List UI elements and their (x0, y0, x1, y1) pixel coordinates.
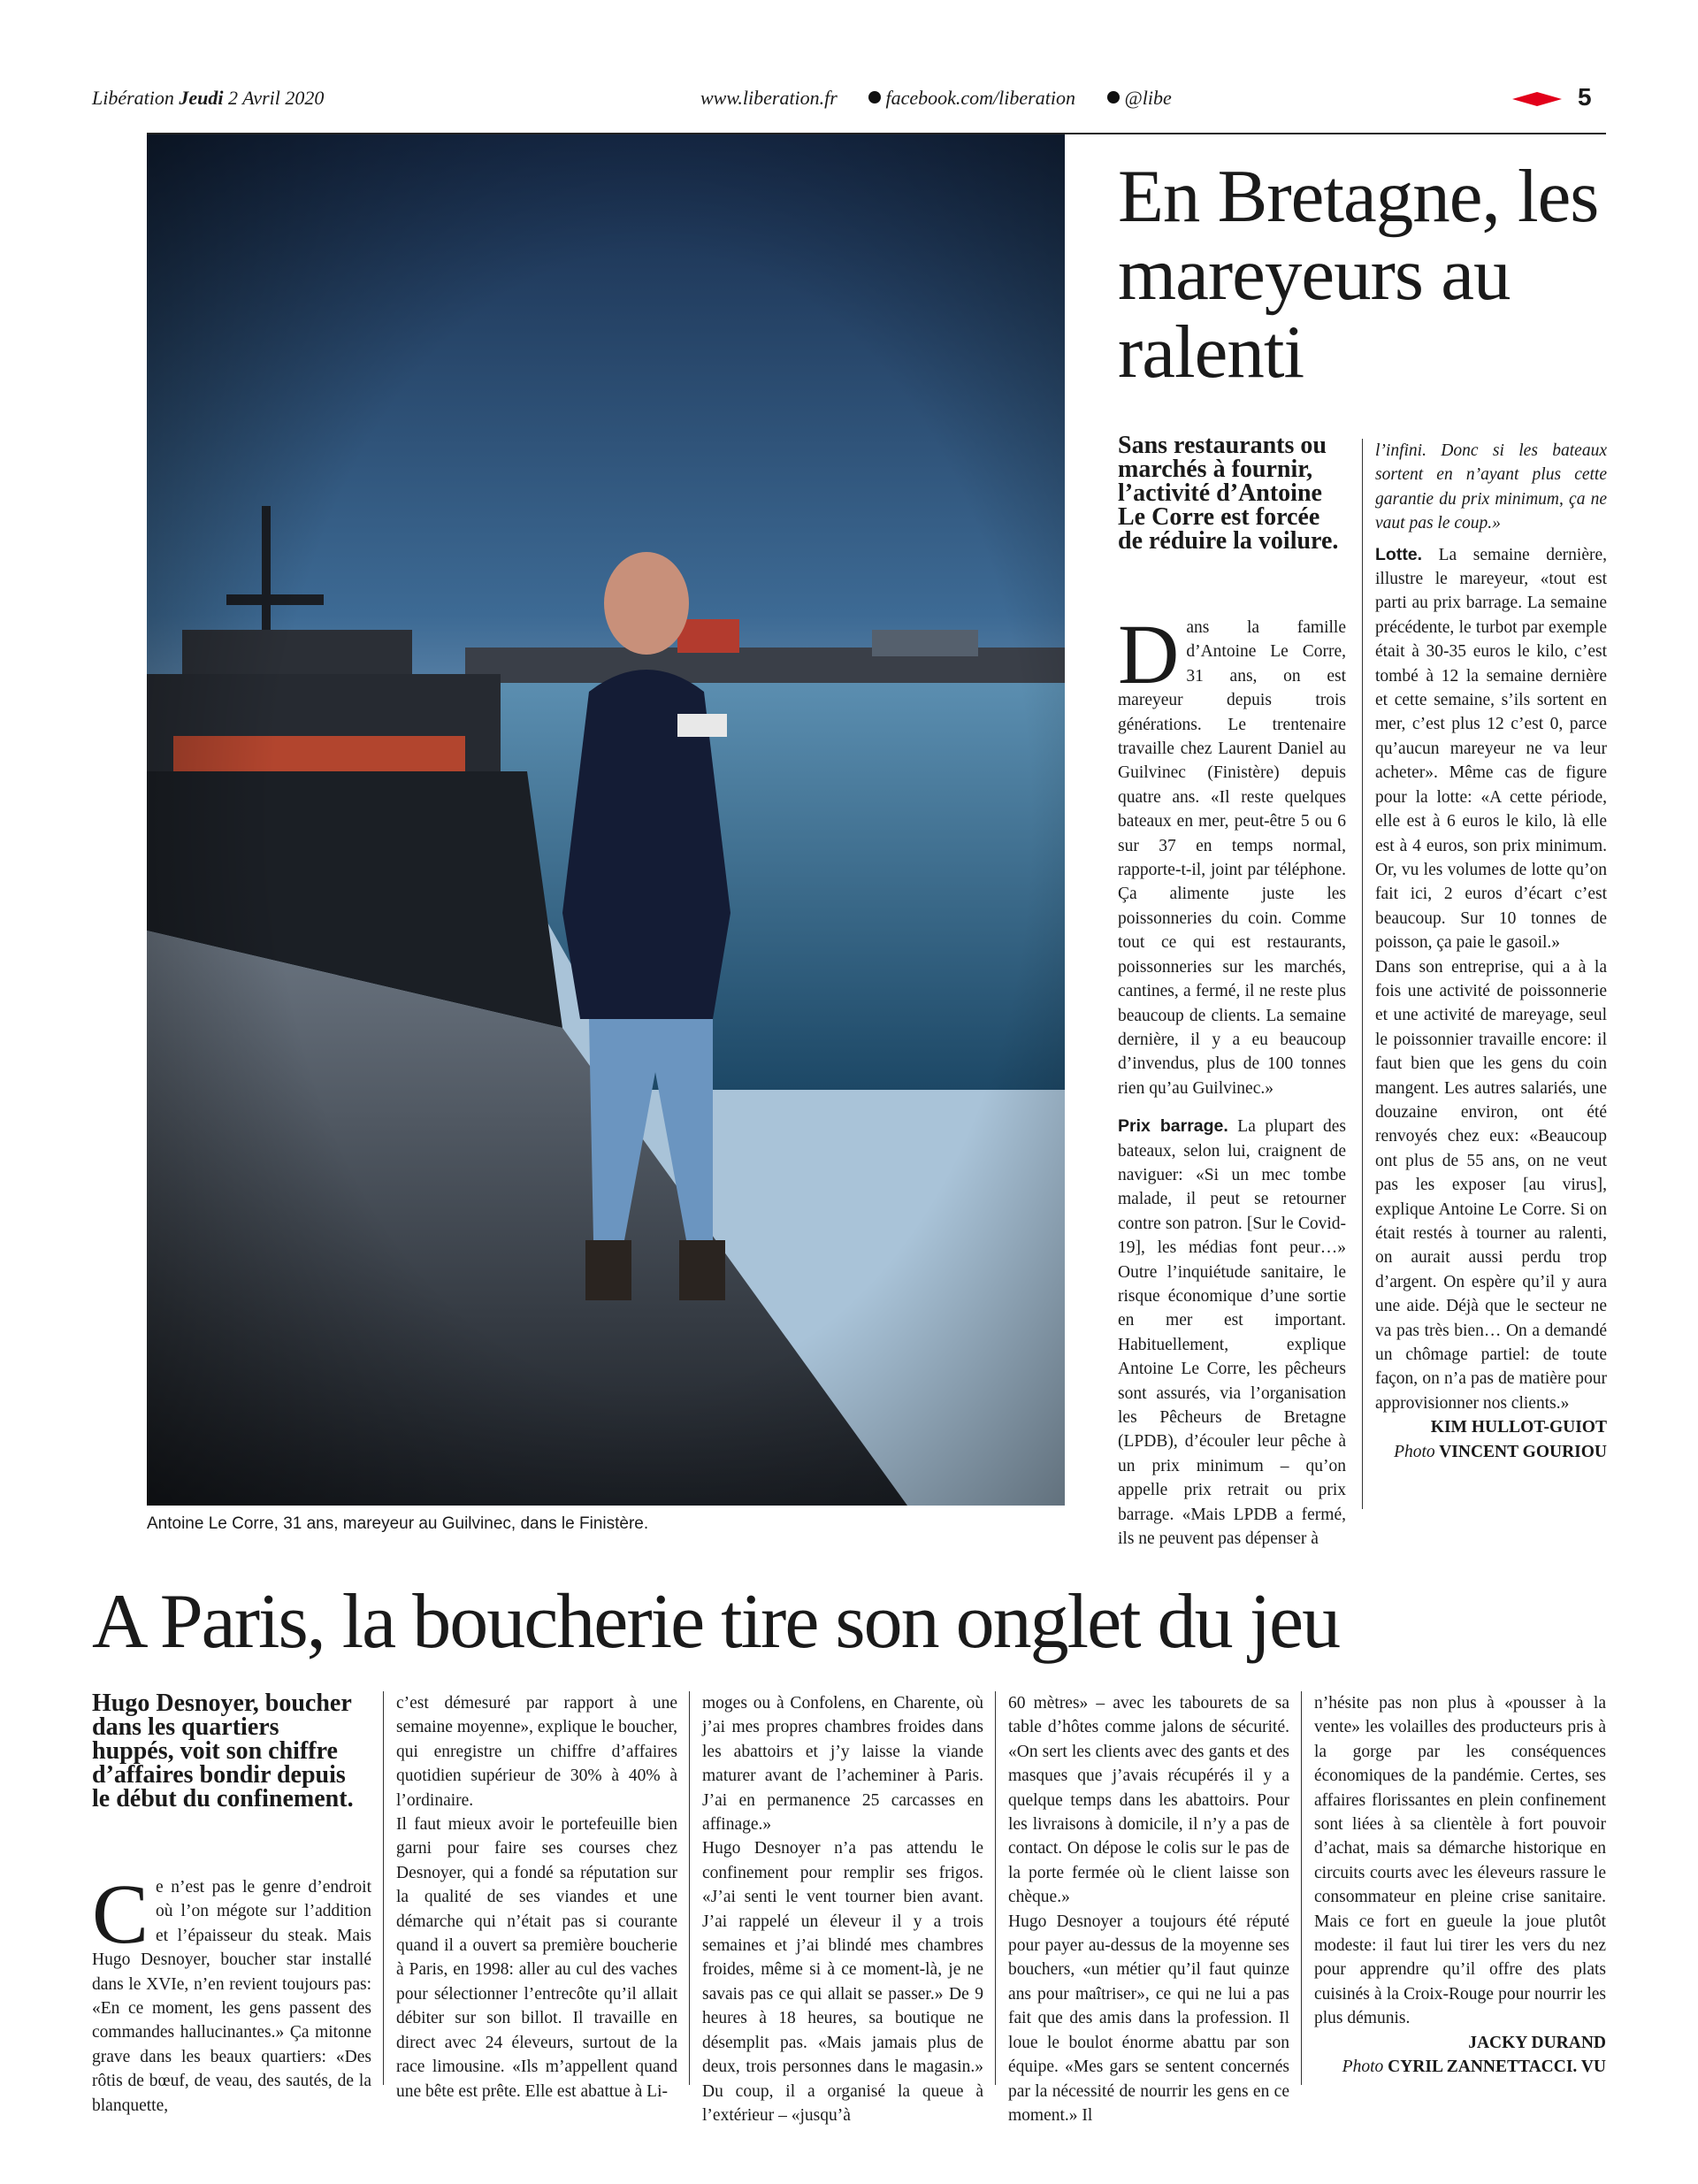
article1-standfirst: Sans restaurants ou marchés à fournir, l’activité d’Antoine Le Corre est forcée de réduire la voilure. (1118, 432, 1339, 555)
article2-column-3: moges ou à Confolens, en Charente, où j’ai mes propres chambres froides dans les abattoirs et j’y laisse la viande maturer avant de l’acheminer à Paris. J’ai en permanence 25 carcasses en affinage.» Hugo Desnoyer n’a pas attendu le confinement pour remplir ses frigos. «J’ai senti le vent tourner bien avant. J’ai rappelé un éleveur il y a trois semaines et j’ai blindé mes chambres froides, même si à ce moment-là, je ne savais pas ce qui allait se passer.» De 9 heures à 18 heures, sa boutique ne désemplit pas. «Mais jamais plus de deux, trois personnes dans le magasin.» Du coup, il a organisé la queue à l’extérieur – «jusqu’à (702, 1694, 983, 2125)
twitter-link[interactable]: @libe (1107, 87, 1172, 110)
article2-title: A Paris, la boucherie tire son onglet du jeu (92, 1579, 1340, 1665)
article2-dropcap: C (92, 1866, 149, 1961)
column-divider (689, 1691, 690, 2085)
masthead-date (92, 87, 324, 110)
photo-illustration (147, 134, 1065, 1506)
column-divider (1362, 439, 1363, 1509)
column-divider (995, 1691, 996, 2085)
article1-title: En Bretagne, les mareyeurs au ralenti (1118, 155, 1599, 394)
article1-byline: KIM HULLOT-GUIOT Photo VINCENT GOURIOU (1394, 1418, 1607, 1461)
liberation-logo-icon (1512, 92, 1562, 106)
column-divider (383, 1691, 384, 2085)
subhead-lotte: Lotte. (1375, 544, 1423, 564)
column-divider (1301, 1691, 1302, 2085)
article2-byline: JACKY DURAND Photo CYRIL ZANNETTACCI. VU (1342, 2033, 1606, 2077)
website-link[interactable]: www.liberation.fr (700, 87, 838, 109)
article1-column-1: Dans la famille d’Antoine Le Corre, 31 ans, on est mareyeur depuis trois générations. Le trentenaire travaille chez Laurent Daniel au Guilvinec (Finistère) depuis quatre ans. «Il reste quelques bateaux en mer, peut-être 5 ou 6 sur 37 en temps normal, rapporte-t-il, joint par téléphone. Ça alimente juste les poissonneries du coin. Comme tout ce qui est restaurants, poissonneries sur les marchés, cantines, a fermé, il ne reste plus beaucoup de clients. La semaine dernière, il y a eu beaucoup d’invendus, plus de 100 tonnes rien qu’au Guilvinec.» Prix barrage. La plupart des bateaux, selon lui, craignent de naviguer: «Si un mec tombe malade, il peut se retourner contre son patron. [Sur le Covid-19], les médias font peur…» Outre l’inquiétude sanitaire, le risque économique d’une sortie en mer est important. Habituellement, explique Antoine Le Corre, les pêcheurs sont assurés, via l’organisation les Pêcheurs de Bretagne (LPDB), d’écouler leur pêche à un prix minimum – qu’on appelle prix retrait ou prix barrage. «Mais LPDB a fermé, ils ne peuvent pas dépenser à (1118, 607, 1347, 1549)
subhead-prix-barrage: Prix barrage. (1118, 1116, 1228, 1137)
harbour-photo (147, 134, 1065, 1506)
paper-name: Libération (92, 87, 174, 109)
article2-column-2: c’est démesuré par rapport à une semaine moyenne», explique le boucher, qui enregistre un chiffre d’affaires quotidien supérieur de 30% à 40% à l’ordinaire. Il faut mieux avoir le portefeuille bien garni pour faire ses courses chez Desnoyer, qui a fondé sa réputation sur la qualité de ses viandes et une démarche qui n’était pas si courante quand il a ouvert sa première boucherie à Paris, en 1998: aller au cul des vaches pour sélectionner l’entrecôte qu’il allait débiter sur son billot. Il travaille en direct avec 24 éleveurs, surtout de la race limousine. «Ils m’appellent quand une bête est prête. Elle est abattue à Li- (396, 1694, 677, 2101)
page-number: 5 (1578, 83, 1592, 111)
facebook-link[interactable]: facebook.com/liberation (868, 87, 1075, 110)
article2-standfirst: Hugo Desnoyer, boucher dans les quartiers huppés, voit son chiffre d’affaires bondir depuis le début du confinement. (92, 1690, 354, 1812)
article2-column-5: n’hésite pas non plus à «pousser à la vente» les volailles des producteurs pris à la gorge par les conséquences économiques de la pandémie. Certes, ses affaires florissantes en plein confinement sont liées à sa clientèle à fort pouvoir d’achat, mais sa démarche historique en circuits courts avec les éleveurs rassure le consommateur en pleine crise sanitaire. Mais ce fort en gueule la joue plutôt modeste: il faut lui tirer les vers du nez pour apprendre qu’il offre des plats cuisinés à la Croix-Rouge pour nourrir les plus démunis. JACKY DURAND Photo CYRIL ZANNETTACCI. VU (1314, 1691, 1606, 2080)
article2-column-4: 60 mètres» – avec les tabourets de sa table d’hôtes comme jalons de sécurité. «On sert les clients avec des gants et des masques que j’avais récupérés il y a quelque temps dans les abattoirs. Pour les livraisons à domicile, il n’y a pas de contact. On dépose le colis sur le pas de la porte fermée où le client laisse son chèque.» Hugo Desnoyer a toujours été réputé pour payer au-dessus de la moyenne ses bouchers, «un métier qu’il faut quinze ans pour maîtriser», ce qui ne lui a pas fait que des amis dans la profession. Il loue le boulot énorme abattu par son équipe. «Mes gars se sentent concernés par la nécessité de nourrir les gens en ce moment.» Il (1008, 1694, 1289, 2125)
facebook-icon (868, 91, 881, 103)
article1-column-2: l’infini. Donc si les bateaux sortent en n’ayant plus cette garantie du prix minimum, ça ne vaut pas le coup.» Lotte. La semaine dernière, illustre le mareyeur, «tout est parti au prix barrage. La semaine précédente, le turbot par exemple était à 30-35 euros le kilo, c’est tombé à 12 la semaine dernière et cette semaine, s’ils sortent en mer, c’est plus 12 c’est 0, parce qu’aucun mareyeur ne va leur acheter». Même cas de figure pour la lotte: «A cette période, elle est à 6 euros le kilo, là elle est à 4 euros, son prix minimum. Or, vu les volumes de lotte qu’on fait ici, 2 euros d’écart c’est beaucoup. Sur 10 tonnes de poisson, ça paie le gasoil.» Dans son entreprise, qui a à la fois une activité de poissonnerie et une activité de mareyage, seul le poissonnier travaille encore: il faut bien que les gens du coin mangent. Les autres salariés, une douzaine environ, ont été renvoyés chez eux: «Beaucoup ont plus de 55 ans, on ne veut pas les exposer [au virus], explique Antoine Le Corre. Si on était restés à tourner au ralenti, on aurait aussi perdu trop d’argent. On espère qu’il y aura une aide. Déjà que le secteur ne va pas très bien… On a demandé un chômage partiel: de toute façon, on n’a pas de matière pour approvisionner nos clients.» KIM HULLOT-GUIOT Photo VINCENT GOURIOU (1375, 439, 1607, 1464)
article1-dropcap: D (1118, 607, 1180, 701)
photo-caption: Antoine Le Corre, 31 ans, mareyeur au Guilvinec, dans le Finistère. (147, 1514, 649, 1533)
twitter-icon (1107, 91, 1120, 103)
header-date: 2 Avril 2020 (228, 87, 325, 109)
header-day: Jeudi (179, 87, 224, 109)
article2-column-1: Ce n’est pas le genre d’endroit où l’on mégote sur l’addition et l’épaisseur du steak. Mais Hugo Desnoyer, boucher star installé dans le XVIe, n’en revient toujours pas: «En ce moment, les gens passent des commandes hallucinantes.» Ça mitonne grave dans les beaux quartiers: «Des rôtis de bœuf, de veau, des sautés, de la blanquette, (92, 1866, 371, 2115)
